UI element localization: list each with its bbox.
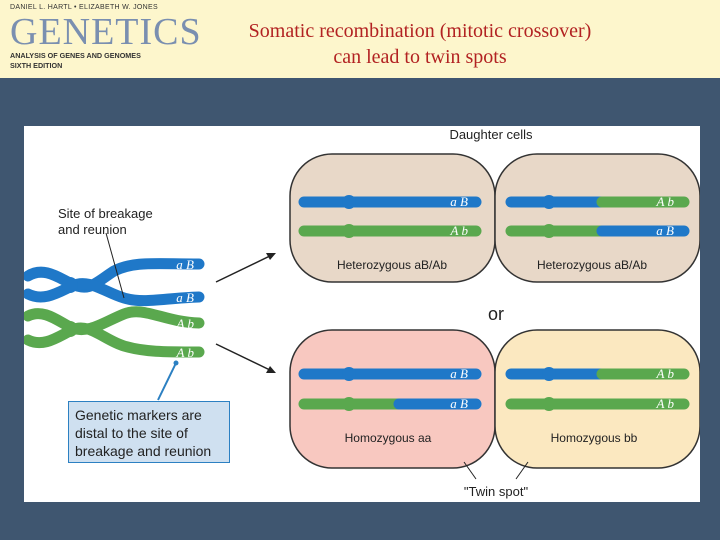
tl-lower-label: A b (450, 223, 468, 238)
tr-lower-label: a B (656, 223, 674, 238)
left-label-4: A b (176, 345, 194, 360)
chromatid-green-1 (28, 312, 199, 330)
slide-title-line-2: can lead to twin spots (333, 46, 507, 68)
centromere-tr-upper (542, 195, 556, 209)
bl-caption: Homozygous aa (344, 431, 432, 445)
slide-header (0, 0, 720, 78)
centromere-blue (62, 277, 78, 293)
cell-pair-bottom (290, 330, 700, 468)
twin-spot-label: "Twin spot" (463, 484, 529, 499)
left-chromosomes (28, 206, 199, 400)
left-label-3: A b (176, 316, 194, 331)
centromere-green (62, 321, 78, 337)
book-logo (10, 4, 202, 72)
marker-pointer-dot (174, 361, 179, 366)
or-label: or (487, 304, 505, 324)
tr-caption: Heterozygous aB/Ab (536, 258, 648, 272)
logo-subtitle: ANALYSIS OF GENES AND GENOMES (10, 51, 141, 60)
br-lower-label: A b (656, 396, 674, 411)
br-upper-label: A b (656, 366, 674, 381)
marker-note-line-2: distal to the site of (75, 425, 188, 441)
twin-spot-annotation (464, 462, 529, 499)
marker-note-box (68, 401, 230, 463)
slide-title-line-1: Somatic recombination (mitotic crossover) (248, 20, 592, 42)
chromatid-blue-1 (28, 264, 199, 288)
marker-note-line-1: Genetic markers are (75, 407, 202, 423)
centromere-bl-upper (342, 367, 356, 381)
logo-authors: DANIEL L. HARTL • ELIZABETH W. JONES (10, 4, 158, 11)
centromere-tl-lower (342, 224, 356, 238)
tl-caption: Heterozygous aB/Ab (336, 258, 448, 272)
logo-brand: GENETICS (10, 11, 202, 53)
slide-title (190, 18, 650, 70)
chromatid-blue-2 (28, 284, 199, 301)
centromere-br-lower (542, 397, 556, 411)
recombination-figure (24, 126, 700, 502)
centromere-br-upper (542, 367, 556, 381)
centromere-tl-upper (342, 195, 356, 209)
centromere-bl-lower (342, 397, 356, 411)
arrow-up (216, 254, 274, 282)
site-label-line-2: and reunion (58, 222, 127, 237)
bl-lower-label: a B (450, 396, 468, 411)
site-label-line-1: Site of breakage (58, 206, 153, 221)
arrow-down (216, 344, 274, 372)
logo-edition: SIXTH EDITION (10, 61, 63, 70)
marker-pointer-line (158, 363, 176, 400)
left-label-1: a B (176, 257, 194, 272)
marker-note-line-3: breakage and reunion (75, 443, 212, 459)
tr-upper-label: A b (656, 194, 674, 209)
daughter-cells-label: Daughter cells (449, 127, 533, 142)
cell-pair-top (290, 154, 700, 282)
tl-upper-label: a B (450, 194, 468, 209)
br-caption: Homozygous bb (550, 431, 638, 445)
centromere-tr-lower (542, 224, 556, 238)
arrows (216, 253, 276, 373)
left-label-2: a B (176, 290, 194, 305)
bl-upper-label: a B (450, 366, 468, 381)
chromatid-green-2 (28, 328, 199, 352)
